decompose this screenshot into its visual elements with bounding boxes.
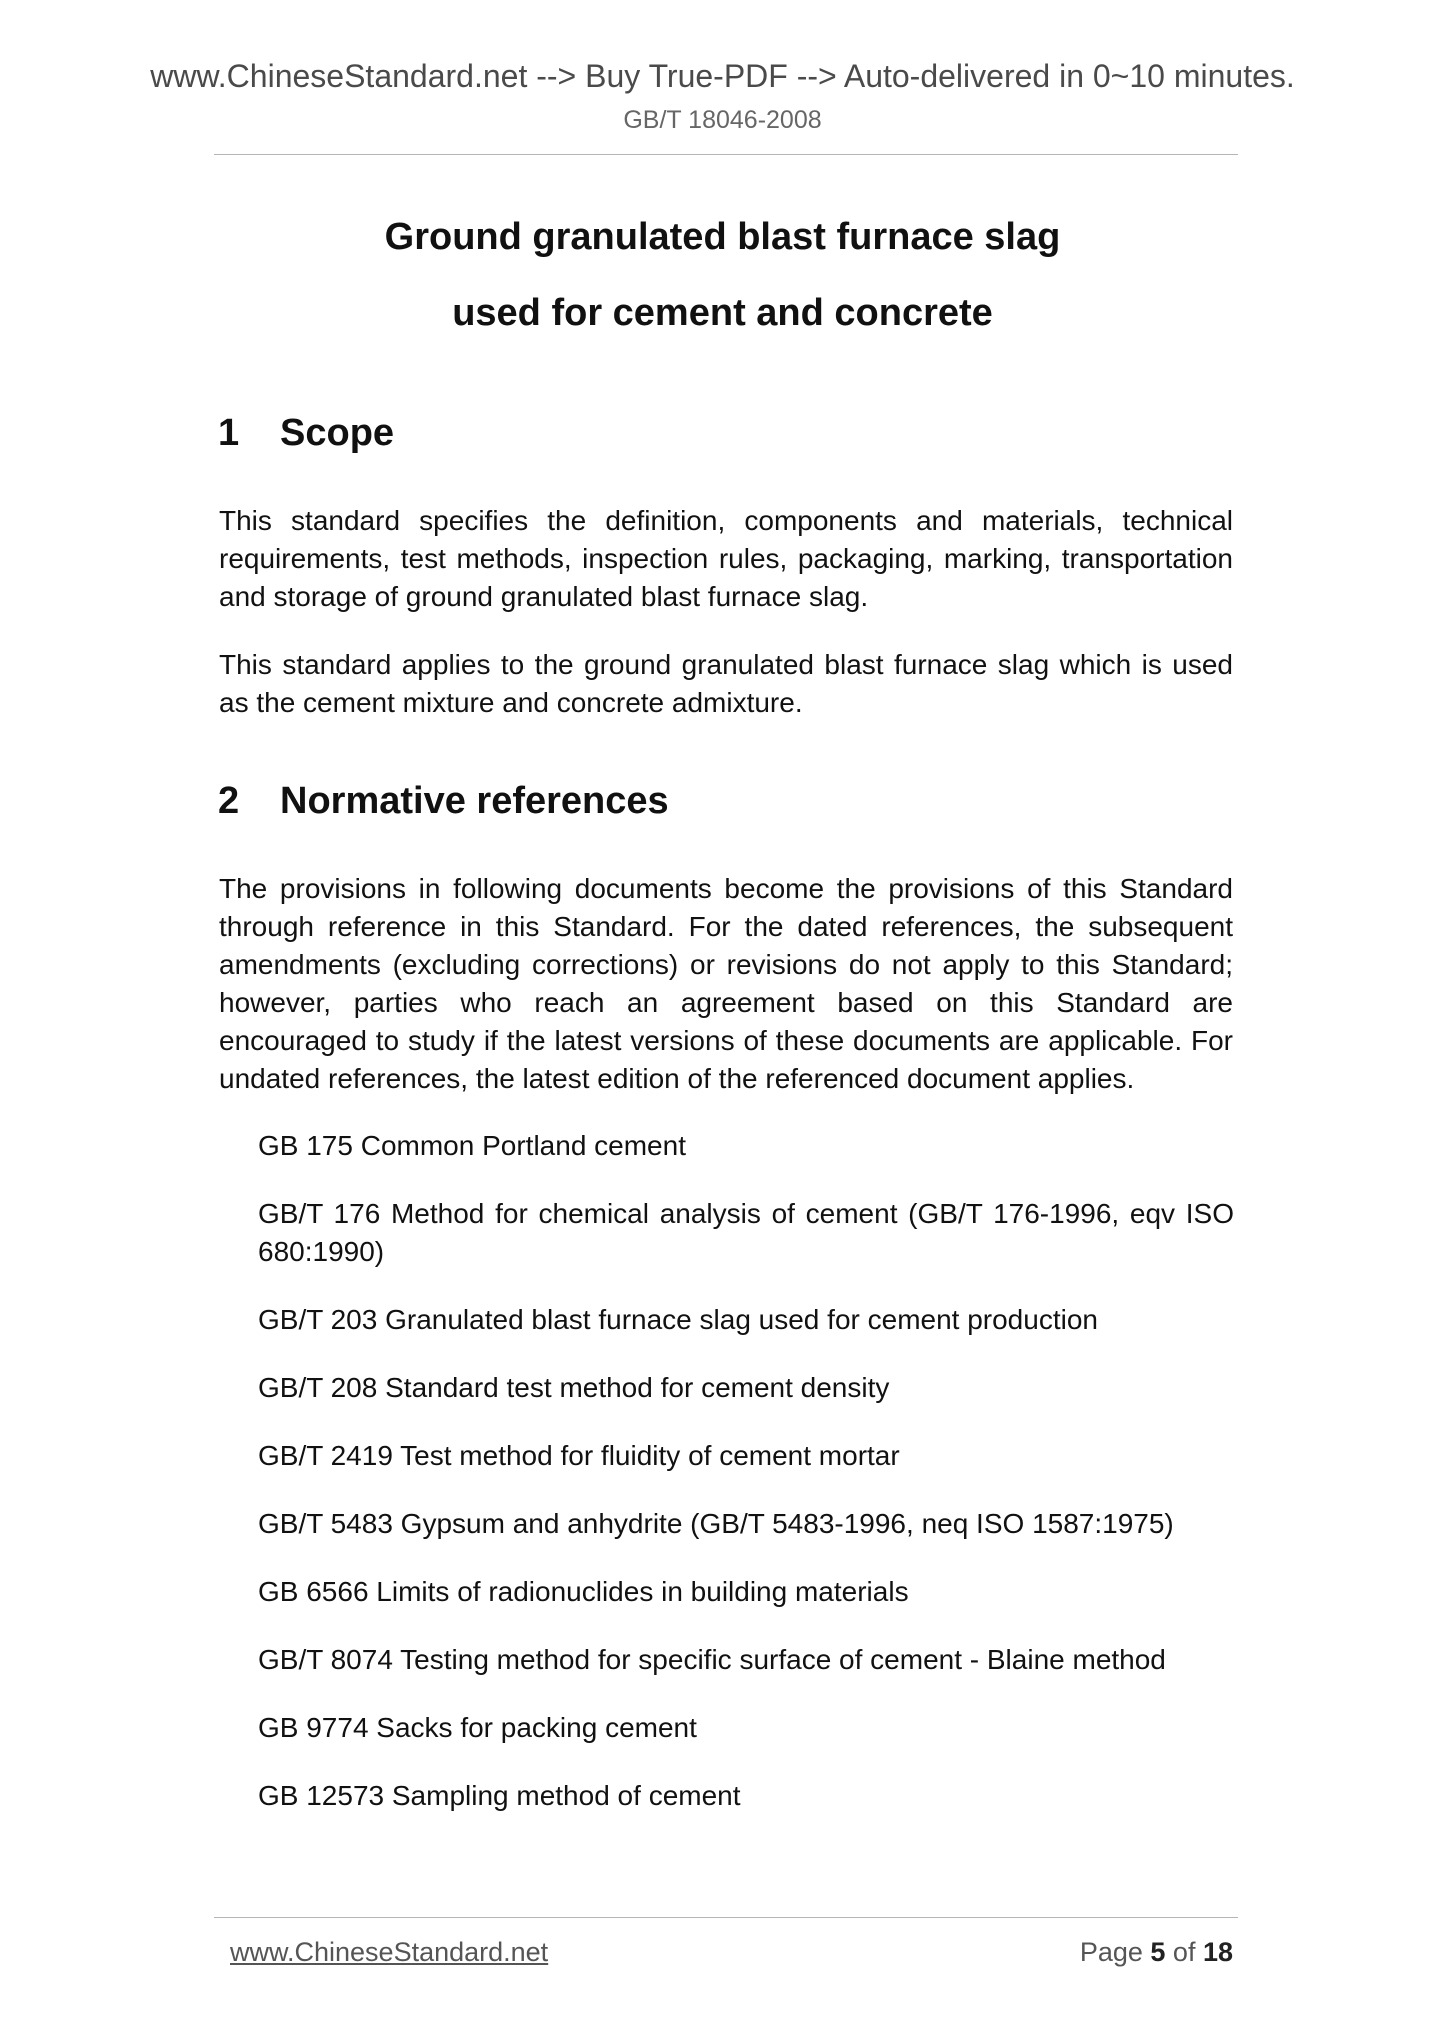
section-title: Scope — [280, 412, 395, 454]
page-indicator — [1080, 1937, 1233, 1968]
section-heading-scope — [218, 412, 394, 455]
reference-item: GB 9774 Sacks for packing cement — [258, 1712, 697, 1743]
scope-paragraph-2: This standard applies to the ground granulated blast furnace slag which is used as the cement mixture and concrete admixture. — [219, 649, 1233, 718]
reference-item: GB 12573 Sampling method of cement — [258, 1780, 741, 1811]
reference-item: GB/T 2419 Test method for fluidity of cement mortar — [258, 1440, 900, 1471]
reference-item: GB/T 208 Standard test method for cement density — [258, 1372, 890, 1403]
reference-list — [258, 1127, 1234, 1845]
reference-item: GB 175 Common Portland cement — [258, 1130, 686, 1161]
section-number: 2 — [218, 780, 240, 822]
document-title-line-2: used for cement and concrete — [452, 292, 993, 334]
footer-website-link[interactable]: www.ChineseStandard.net — [230, 1937, 549, 1967]
normative-references-paragraph: The provisions in following documents become the provisions of this Standard through reference in this Standard. For the dated references, the subsequent amendments (excluding corrections) or revisions do not apply to this Standard; however, parties who reach an agreement based on this Standard are encouraged to study if the latest versions of these documents are applicable. For undated references, the latest edition of the referenced document applies. — [219, 873, 1233, 1094]
page-prefix: Page — [1079, 1937, 1151, 1967]
section-heading-normative-references — [218, 780, 669, 823]
header-banner: www.ChineseStandard.net --> Buy True-PDF --> Auto-delivered in 0~10 minutes. — [150, 58, 1295, 94]
scope-paragraph-1: This standard specifies the definition, components and materials, technical requirements, test methods, inspection rules, packaging, marking, transportation and storage of ground granulated blast furnace slag. — [219, 505, 1233, 612]
reference-item: GB/T 203 Granulated blast furnace slag used for cement production — [258, 1304, 1098, 1335]
footer-divider — [214, 1917, 1238, 1918]
section-number: 1 — [218, 412, 240, 454]
section-title: Normative references — [280, 780, 669, 822]
reference-item: GB/T 5483 Gypsum and anhydrite (GB/T 5483-1996, neq ISO 1587:1975) — [258, 1508, 1174, 1539]
reference-item: GB/T 176 Method for chemical analysis of cement (GB/T 176-1996, eqv ISO 680:1990) — [258, 1198, 1234, 1267]
reference-item: GB 6566 Limits of radionuclides in building materials — [258, 1576, 909, 1607]
page-total: 18 — [1202, 1937, 1233, 1967]
page-current: 5 — [1150, 1937, 1166, 1967]
header-divider — [214, 154, 1238, 155]
document-title-line-1: Ground granulated blast furnace slag — [384, 216, 1061, 258]
page-separator: of — [1165, 1937, 1203, 1967]
reference-item: GB/T 8074 Testing method for specific surface of cement - Blaine method — [258, 1644, 1166, 1675]
header-standard-code: GB/T 18046-2008 — [623, 106, 822, 134]
